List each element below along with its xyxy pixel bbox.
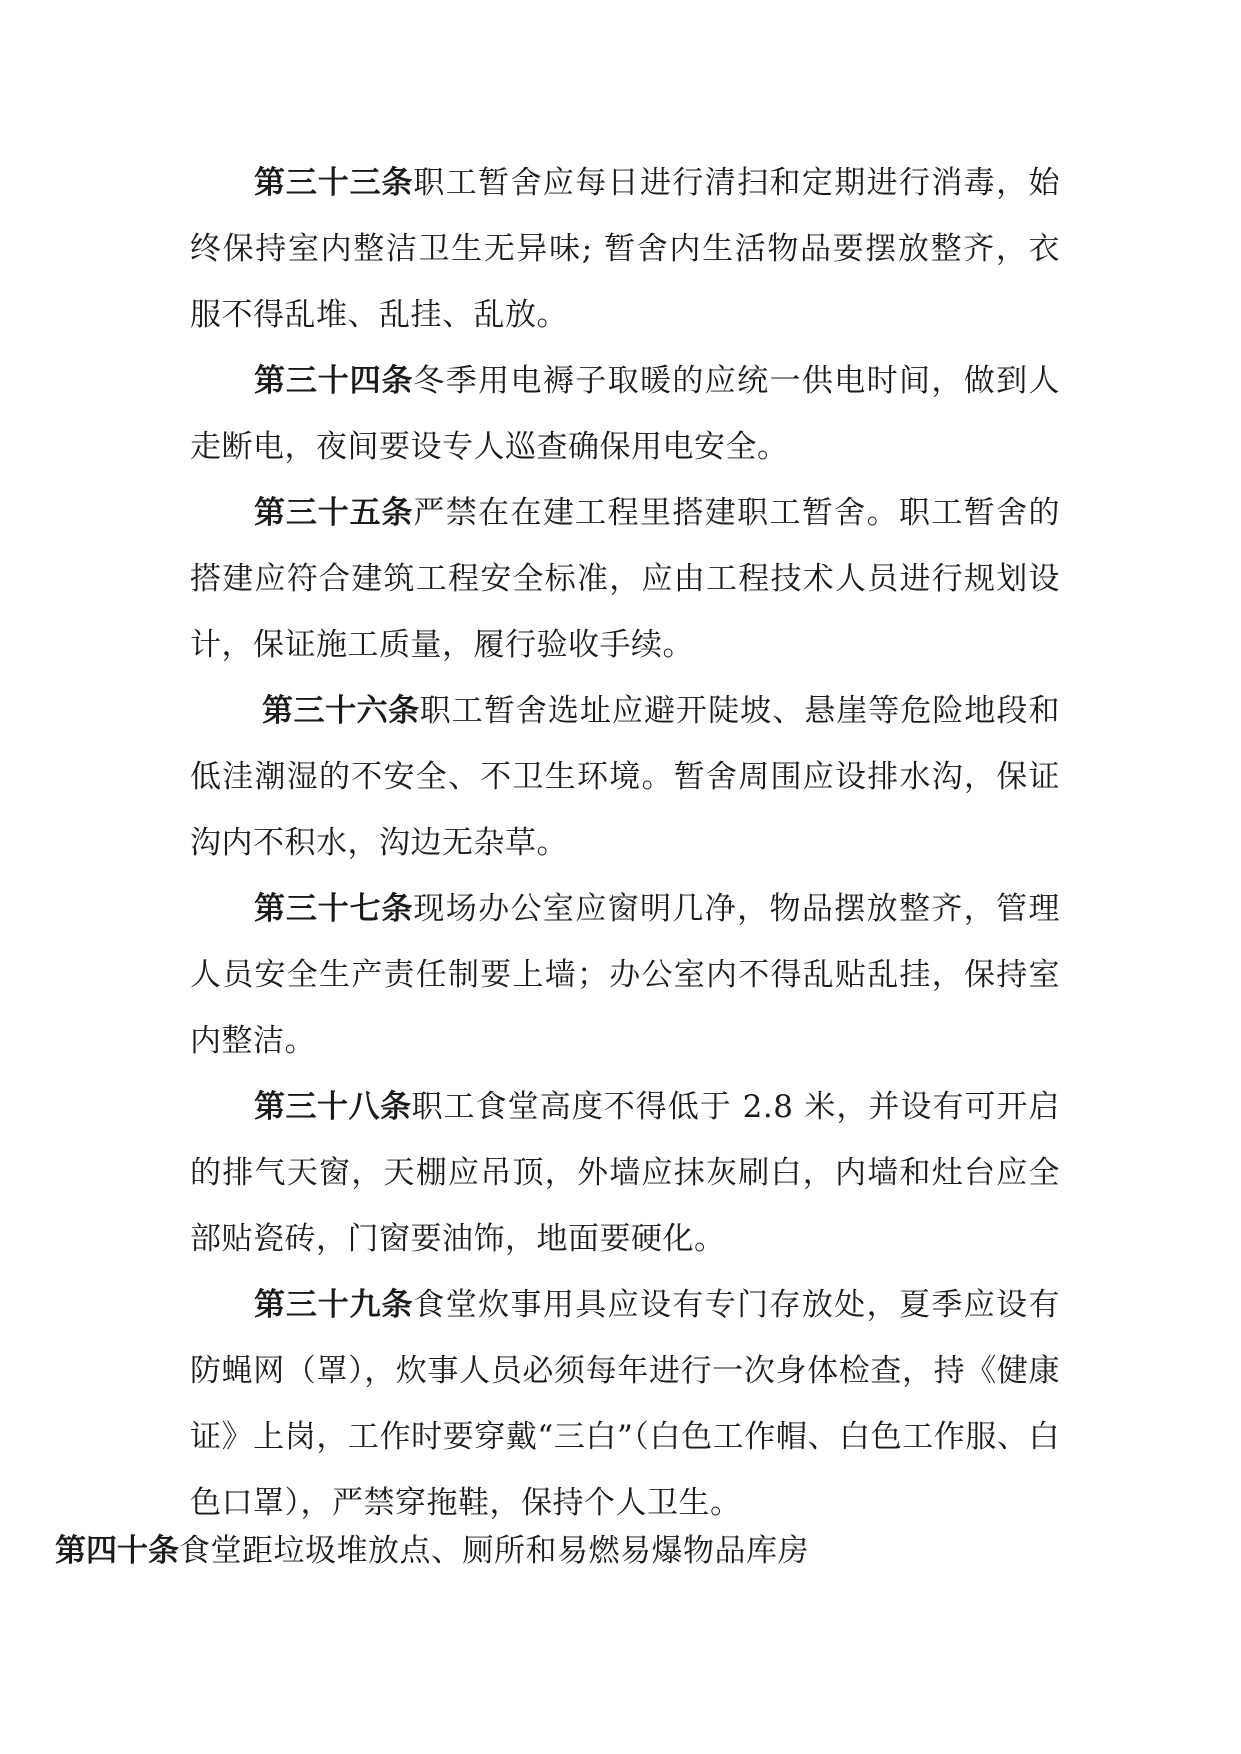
article-text: 严禁在在建工程里搭建职工暂舍。职工暂舍的搭建应符合建筑工程安全标准，应由工程技术人员进行规划设计，保证施工质量，履行验收手续。 <box>190 495 1060 663</box>
article-heading: 第三十八条 <box>254 1089 412 1125</box>
article-34 <box>190 348 1060 480</box>
article-37 <box>190 876 1060 1074</box>
article-heading: 第三十四条 <box>254 363 414 399</box>
article-text: 现场办公室应窗明几净，物品摆放整齐，管理人员安全生产责任制要上墙；办公室内不得乱贴乱挂，保持室内整洁。 <box>190 891 1060 1059</box>
article-33 <box>190 150 1060 348</box>
article-38 <box>190 1074 1060 1272</box>
article-40 <box>55 1518 1155 1584</box>
article-heading: 第三十三条 <box>254 165 414 201</box>
article-heading: 第三十七条 <box>254 891 414 927</box>
article-text: 职工暂舍应每日进行清扫和定期进行消毒，始终保持室内整洁卫生无异味; 暂舍内生活物品要摆放整齐，衣服不得乱堆、乱挂、乱放。 <box>190 165 1060 333</box>
article-heading: 第三十五条 <box>254 495 414 531</box>
article-text: 职工食堂高度不得低于 2.8 米，并设有可开启的排气天窗，天棚应吊顶，外墙应抹灰刷白，内墙和灶台应全部贴瓷砖，门窗要油饰，地面要硬化。 <box>190 1089 1060 1257</box>
article-35 <box>190 480 1060 678</box>
article-heading: 第四十条 <box>55 1533 179 1569</box>
article-text: 食堂距垃圾堆放点、厕所和易燃易爆物品库房 <box>179 1533 809 1569</box>
article-text: 食堂炊事用具应设有专门存放处，夏季应设有防蝇网（罩），炊事人员必须每年进行一次身体检查，持《健康证》上岗，工作时要穿戴“三白”（白色工作帽、白色工作服、白色口罩），严禁穿拖鞋，保持个人卫生。 <box>190 1287 1060 1521</box>
article-text: 职工暂舍选址应避开陡坡、悬崖等危险地段和低洼潮湿的不安全、不卫生环境。暂舍周围应设排水沟，保证沟内不积水，沟边无杂草。 <box>190 693 1061 861</box>
article-36 <box>190 678 1060 876</box>
article-39 <box>190 1272 1060 1536</box>
article-heading: 第三十六条 <box>262 693 420 729</box>
article-text: 冬季用电褥子取暖的应统一供电时间，做到人走断电，夜间要设专人巡查确保用电安全。 <box>190 363 1060 465</box>
article-heading: 第三十九条 <box>254 1287 414 1323</box>
